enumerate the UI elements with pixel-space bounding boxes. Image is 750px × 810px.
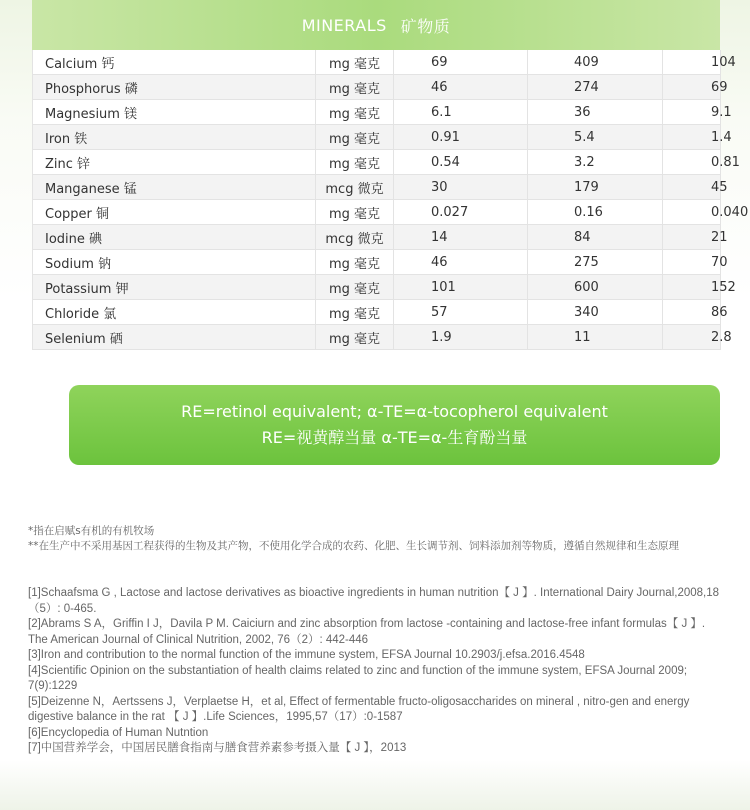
mineral-unit: mg 毫克	[316, 125, 394, 150]
section-header	[32, 0, 720, 50]
value-cell: 9.1	[663, 100, 721, 125]
reference-item: [7]中国营养学会，中国居民膳食指南与膳食营养素参考摄入量【 J 】，2013	[28, 742, 407, 754]
banner-line-zh: RE=视黄醇当量 α-TE=α-生育酚当量	[261, 428, 528, 447]
value-cell: 3.2	[528, 150, 663, 175]
value-cell: 69	[663, 75, 721, 100]
value-cell: 0.027	[394, 200, 528, 225]
table-row	[33, 150, 721, 175]
mineral-name: Manganese 锰	[33, 175, 316, 200]
mineral-name: Iodine 碘	[33, 225, 316, 250]
table-row	[33, 325, 721, 350]
value-cell: 0.81	[663, 150, 721, 175]
reference-item: [6]Encyclopedia of Human Nutntion	[28, 726, 209, 739]
value-cell: 84	[528, 225, 663, 250]
value-cell: 21	[663, 225, 721, 250]
mineral-name: Sodium 钠	[33, 250, 316, 275]
value-cell: 57	[394, 300, 528, 325]
table-row	[33, 75, 721, 100]
value-cell: 30	[394, 175, 528, 200]
value-cell: 70	[663, 250, 721, 275]
mineral-name: Zinc 锌	[33, 150, 316, 175]
value-cell: 101	[394, 275, 528, 300]
mineral-name: Copper 铜	[33, 200, 316, 225]
footnote: *指在启赋s有机的有机牧场	[28, 525, 155, 537]
value-cell: 0.54	[394, 150, 528, 175]
value-cell: 6.1	[394, 100, 528, 125]
value-cell: 14	[394, 225, 528, 250]
table-row	[33, 125, 721, 150]
footnotes	[28, 524, 728, 554]
mineral-name: Potassium 钾	[33, 275, 316, 300]
mineral-unit: mg 毫克	[316, 50, 394, 75]
mineral-name: Chloride 氯	[33, 300, 316, 325]
value-cell: 179	[528, 175, 663, 200]
mineral-unit: mg 毫克	[316, 75, 394, 100]
value-cell: 600	[528, 275, 663, 300]
value-cell: 69	[394, 50, 528, 75]
table-row	[33, 100, 721, 125]
mineral-name: Iron 铁	[33, 125, 316, 150]
value-cell: 0.91	[394, 125, 528, 150]
value-cell: 152	[663, 275, 721, 300]
value-cell: 45	[663, 175, 721, 200]
table-row	[33, 275, 721, 300]
footnote: **在生产中不采用基因工程获得的生物及其产物，不使用化学合成的农药、化肥、生长调节剂、饲料添加剂等物质，遵循自然规律和生态原理	[28, 540, 679, 552]
mineral-name: Calcium 钙	[33, 50, 316, 75]
header-title-zh: 矿物质	[400, 16, 451, 36]
value-cell: 2.8	[663, 325, 721, 350]
value-cell: 1.9	[394, 325, 528, 350]
mineral-name: Magnesium 镁	[33, 100, 316, 125]
table-row	[33, 250, 721, 275]
mineral-unit: mg 毫克	[316, 275, 394, 300]
value-cell: 409	[528, 50, 663, 75]
value-cell: 0.040	[663, 200, 721, 225]
value-cell: 86	[663, 300, 721, 325]
value-cell: 11	[528, 325, 663, 350]
abbreviation-banner	[69, 385, 720, 465]
table-row	[33, 175, 721, 200]
value-cell: 104	[663, 50, 721, 75]
value-cell: 46	[394, 250, 528, 275]
reference-item: [5]Deizenne N，Aertssens J，Verplaetse H，et al, Effect of fermentable fructo-oligosaccharides on mineral , nitro-gen and energy digestive balance in the rat 【 J 】.Life Sciences，1995,57（17）:0-1587	[28, 695, 693, 723]
reference-item: [2]Abrams S A，Griffin I J，Davila P M. Caiciurn and zinc absorption from lactose -containing and lactose-free infant formulas【 J 】. The American Journal of Clinical Nutrition, 2002, 76（2）: 442-446	[28, 618, 709, 646]
table-row	[33, 300, 721, 325]
mineral-name: Selenium 硒	[33, 325, 316, 350]
mineral-unit: mcg 微克	[316, 175, 394, 200]
reference-item: [4]Scientific Opinion on the substantiation of health claims related to zinc and function of the immune system, EFSA Journal 2009; 7(9):1229	[28, 664, 691, 692]
mineral-unit: mg 毫克	[316, 250, 394, 275]
table-row	[33, 50, 721, 75]
value-cell: 0.16	[528, 200, 663, 225]
reference-item: [1]Schaafsma G , Lactose and lactose derivatives as bioactive ingredients in human nutrition【 J 】. International Dairy Journal,2008,18（5）: 0-465.	[28, 587, 720, 615]
value-cell: 1.4	[663, 125, 721, 150]
mineral-unit: mg 毫克	[316, 200, 394, 225]
banner-line-en: RE=retinol equivalent; α-TE=α-tocopherol equivalent	[181, 402, 608, 421]
header-title-en: MINERALS	[301, 15, 387, 35]
mineral-unit: mg 毫克	[316, 325, 394, 350]
minerals-table	[32, 50, 749, 350]
mineral-unit: mg 毫克	[316, 100, 394, 125]
value-cell: 274	[528, 75, 663, 100]
value-cell: 340	[528, 300, 663, 325]
value-cell: 36	[528, 100, 663, 125]
value-cell: 46	[394, 75, 528, 100]
references	[28, 586, 728, 757]
mineral-unit: mg 毫克	[316, 300, 394, 325]
mineral-name: Phosphorus 磷	[33, 75, 316, 100]
table-row	[33, 225, 721, 250]
value-cell: 275	[528, 250, 663, 275]
value-cell: 5.4	[528, 125, 663, 150]
reference-item: [3]Iron and contribution to the normal function of the immune system, EFSA Journal 10.2903/j.efsa.2016.4548	[28, 649, 585, 661]
mineral-unit: mcg 微克	[316, 225, 394, 250]
mineral-unit: mg 毫克	[316, 150, 394, 175]
table-row	[33, 200, 721, 225]
